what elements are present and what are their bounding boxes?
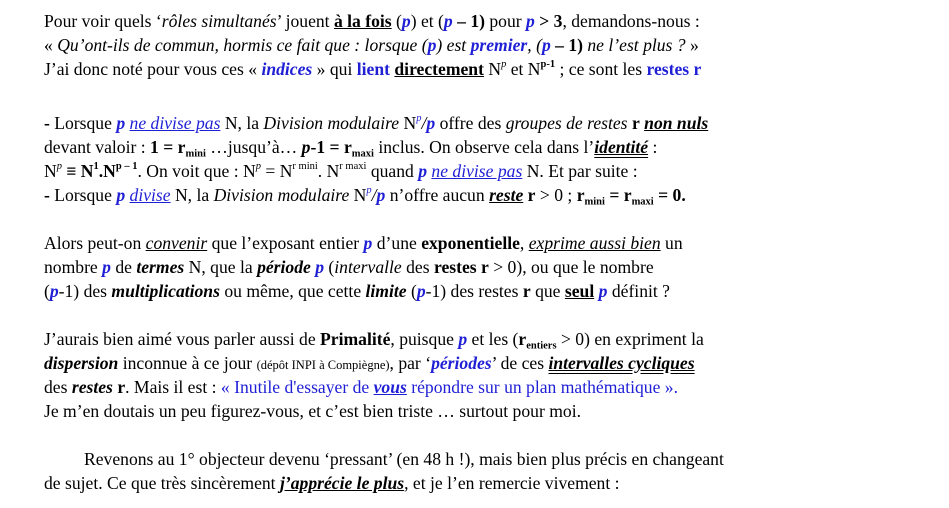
text-run: > 0 ; bbox=[535, 185, 577, 205]
text-run: p – 1 bbox=[115, 161, 138, 173]
text-run: et N bbox=[506, 59, 541, 79]
text-run: p bbox=[116, 185, 126, 205]
text-line bbox=[44, 376, 678, 398]
text-run: de bbox=[110, 257, 137, 277]
text-line bbox=[44, 58, 701, 80]
text-run: r mini bbox=[292, 161, 318, 173]
text-run: ; ce sont les bbox=[555, 59, 647, 79]
text-line bbox=[44, 352, 695, 374]
text-run: inclus. On observe cela dans l’ bbox=[373, 137, 595, 157]
text-run: . N bbox=[317, 161, 340, 181]
text-run: d’une bbox=[372, 233, 422, 253]
text-run: - bbox=[44, 185, 55, 205]
text-run: p bbox=[526, 11, 535, 31]
text-run: » qui bbox=[312, 59, 357, 79]
text-run: périodes bbox=[431, 353, 492, 373]
text-run: -1) des restes bbox=[425, 281, 523, 301]
text-run: pour bbox=[484, 11, 527, 31]
text-run: multiplications bbox=[111, 281, 220, 301]
text-run: p bbox=[501, 59, 507, 71]
text-run: . Mais il est : bbox=[125, 377, 221, 397]
text-line bbox=[44, 10, 700, 32]
text-run: de sujet. Ce que très sincèrement bbox=[44, 473, 280, 493]
text-run: N bbox=[483, 59, 502, 79]
text-run: r bbox=[117, 377, 126, 397]
text-run: - bbox=[44, 113, 55, 133]
text-run: définit ? bbox=[607, 281, 670, 301]
text-run: ne divise pas bbox=[129, 113, 221, 133]
text-run: = r bbox=[604, 185, 632, 205]
text-run: , puisque bbox=[390, 329, 459, 349]
text-line bbox=[44, 112, 708, 134]
text-run: ≡ N bbox=[61, 161, 94, 181]
text-run: dispersion bbox=[44, 353, 119, 373]
text-run: ( bbox=[44, 281, 50, 301]
text-line bbox=[44, 328, 704, 350]
text-run: Lorsque bbox=[54, 113, 117, 133]
text-run: N bbox=[399, 113, 417, 133]
text-run: / bbox=[371, 185, 377, 205]
text-run: « bbox=[44, 35, 58, 55]
text-run: / bbox=[421, 113, 427, 133]
text-run: p bbox=[416, 113, 422, 125]
text-run: p bbox=[56, 161, 62, 173]
text-run: j’apprécie le plus bbox=[279, 473, 405, 493]
text-run: J’aurais bien aimé vous parler aussi de bbox=[44, 329, 321, 349]
text-run: p bbox=[443, 11, 453, 31]
text-run: intervalle bbox=[334, 257, 402, 277]
text-run: N. Et par suite : bbox=[522, 161, 638, 181]
text-run: p bbox=[366, 185, 372, 197]
text-run: ne divise pas bbox=[431, 161, 523, 181]
text-run: Pour voir quels ‘ bbox=[44, 11, 162, 31]
text-run: restes bbox=[71, 377, 113, 397]
text-run: (dépôt INPI à Compiègne) bbox=[256, 358, 390, 372]
text-run: Lorsque bbox=[54, 185, 117, 205]
text-run: répondre sur un plan mathématique ». bbox=[406, 377, 679, 397]
text-run: termes bbox=[136, 257, 185, 277]
text-run: r bbox=[518, 329, 527, 349]
text-line bbox=[44, 184, 686, 206]
text-run: identité bbox=[594, 137, 649, 157]
text-run: » bbox=[685, 35, 699, 55]
text-run: -1 = r bbox=[310, 137, 352, 157]
text-run: lient bbox=[356, 59, 390, 79]
text-run: p bbox=[255, 161, 261, 173]
text-run: N, que la bbox=[184, 257, 258, 277]
text-run: quand bbox=[366, 161, 419, 181]
text-run: n’offre aucun bbox=[385, 185, 490, 205]
text-run: mini bbox=[185, 148, 206, 160]
text-run: – 1) bbox=[452, 11, 485, 31]
text-run: > 0), ou que le nombre bbox=[488, 257, 654, 277]
text-run: , ( bbox=[527, 35, 542, 55]
text-run: p bbox=[116, 113, 126, 133]
text-run: que l’exposant entier bbox=[207, 233, 364, 253]
text-run: vous bbox=[373, 377, 407, 397]
text-run: rôles simultanés bbox=[161, 11, 277, 31]
text-run: p bbox=[598, 281, 608, 301]
text-run: et les ( bbox=[467, 329, 519, 349]
text-run: p-1 bbox=[540, 59, 556, 71]
text-line bbox=[44, 256, 654, 278]
text-run: « Inutile d'essayer de bbox=[220, 377, 374, 397]
text-run: intervalles cycliques bbox=[548, 353, 695, 373]
text-run: N, la bbox=[220, 113, 264, 133]
text-run: r maxi bbox=[339, 161, 367, 173]
text-run: p bbox=[418, 161, 428, 181]
text-run: p bbox=[427, 35, 437, 55]
text-run: . On voit que : N bbox=[137, 161, 256, 181]
text-run: p bbox=[315, 257, 325, 277]
text-run: groupes de restes bbox=[505, 113, 628, 133]
text-run: reste bbox=[489, 185, 524, 205]
text-run: – 1) bbox=[550, 35, 583, 55]
text-line bbox=[44, 400, 581, 422]
text-run: exprime aussi bien bbox=[528, 233, 661, 253]
text-run: N bbox=[349, 185, 367, 205]
text-run: offre des bbox=[435, 113, 506, 133]
text-run: N, la bbox=[170, 185, 214, 205]
text-run: exponentielle bbox=[421, 233, 520, 253]
text-run: 1 = r bbox=[150, 137, 186, 157]
text-run: , et je l’en remercie vivement : bbox=[404, 473, 620, 493]
text-run: Division modulaire bbox=[213, 185, 350, 205]
text-run: p bbox=[426, 113, 436, 133]
text-run: des bbox=[401, 257, 434, 277]
text-run: Primalité bbox=[320, 329, 391, 349]
text-run: 1 bbox=[93, 161, 99, 173]
text-line bbox=[44, 136, 657, 158]
text-run: -1) des bbox=[58, 281, 112, 301]
text-line bbox=[44, 280, 670, 302]
text-run: Revenons au 1° objecteur devenu ‘pressant’ (en 48 h !), mais bien plus précis en changeant bbox=[84, 449, 724, 469]
text-run: indices bbox=[261, 59, 313, 79]
text-run: période bbox=[257, 257, 311, 277]
text-run: , bbox=[519, 233, 529, 253]
text-run: divise bbox=[129, 185, 171, 205]
text-run: limite bbox=[365, 281, 407, 301]
text-run: premier bbox=[470, 35, 528, 55]
text-run: , demandons-nous : bbox=[562, 11, 700, 31]
text-run: p bbox=[301, 137, 311, 157]
text-run: entiers bbox=[526, 340, 557, 352]
text-run: ) est bbox=[436, 35, 471, 55]
text-run: J’ai donc noté pour vous ces « bbox=[44, 59, 262, 79]
text-run: p bbox=[541, 35, 551, 55]
text-line bbox=[44, 160, 638, 182]
text-run: r bbox=[631, 113, 640, 133]
text-run: ou même, que cette bbox=[219, 281, 366, 301]
text-run: ( bbox=[406, 281, 417, 301]
text-run: ( bbox=[391, 11, 402, 31]
text-run: , par ‘ bbox=[389, 353, 432, 373]
text-run: restes r bbox=[433, 257, 489, 277]
text-run: inconnue à ce jour bbox=[118, 353, 257, 373]
text-run: ( bbox=[324, 257, 335, 277]
text-run: = 0. bbox=[653, 185, 686, 205]
text-line bbox=[44, 34, 699, 56]
text-run: mini bbox=[584, 196, 605, 208]
text-run: …jusqu’à… bbox=[205, 137, 302, 157]
text-run: : bbox=[648, 137, 658, 157]
text-run: ne l’est plus ? bbox=[582, 35, 686, 55]
text-run: non nuls bbox=[644, 113, 709, 133]
text-run: que bbox=[530, 281, 565, 301]
text-run: p bbox=[363, 233, 373, 253]
text-run: Je m’en doutais un peu figurez-vous, et c’est bien triste … surtout pour moi. bbox=[44, 401, 581, 421]
text-run: r bbox=[522, 281, 531, 301]
text-run: .N bbox=[98, 161, 116, 181]
text-run: p bbox=[401, 11, 411, 31]
text-run: restes r bbox=[646, 59, 702, 79]
text-run: p bbox=[49, 281, 59, 301]
text-run: ’ de ces bbox=[491, 353, 549, 373]
text-run: > 3 bbox=[534, 11, 563, 31]
text-run: directement bbox=[394, 59, 484, 79]
text-run: p bbox=[416, 281, 426, 301]
text-run: à la fois bbox=[333, 11, 392, 31]
text-run: ’ jouent bbox=[276, 11, 334, 31]
text-run: convenir bbox=[145, 233, 208, 253]
text-line bbox=[44, 232, 683, 254]
text-run: p bbox=[376, 185, 386, 205]
text-run: devant valoir : bbox=[44, 137, 151, 157]
text-run: p bbox=[102, 257, 111, 277]
text-run: Qu’ont-ils de commun, hormis ce fait que : lorsque ( bbox=[57, 35, 428, 55]
text-run: = N bbox=[260, 161, 293, 181]
text-run: r bbox=[527, 185, 536, 205]
text-run: Division modulaire bbox=[263, 113, 400, 133]
text-run: > 0) en expriment la bbox=[556, 329, 704, 349]
text-run: seul bbox=[564, 281, 595, 301]
text-run: p bbox=[458, 329, 468, 349]
text-run: maxi bbox=[351, 148, 374, 160]
text-run: nombre bbox=[44, 257, 103, 277]
text-run: maxi bbox=[631, 196, 654, 208]
text-run: N bbox=[44, 161, 57, 181]
text-line bbox=[44, 472, 620, 494]
text-line bbox=[84, 448, 724, 470]
text-run: des bbox=[44, 377, 72, 397]
text-run: un bbox=[660, 233, 683, 253]
text-run: Alors peut-on bbox=[44, 233, 146, 253]
text-run: ) et ( bbox=[410, 11, 444, 31]
text-run: r bbox=[576, 185, 585, 205]
